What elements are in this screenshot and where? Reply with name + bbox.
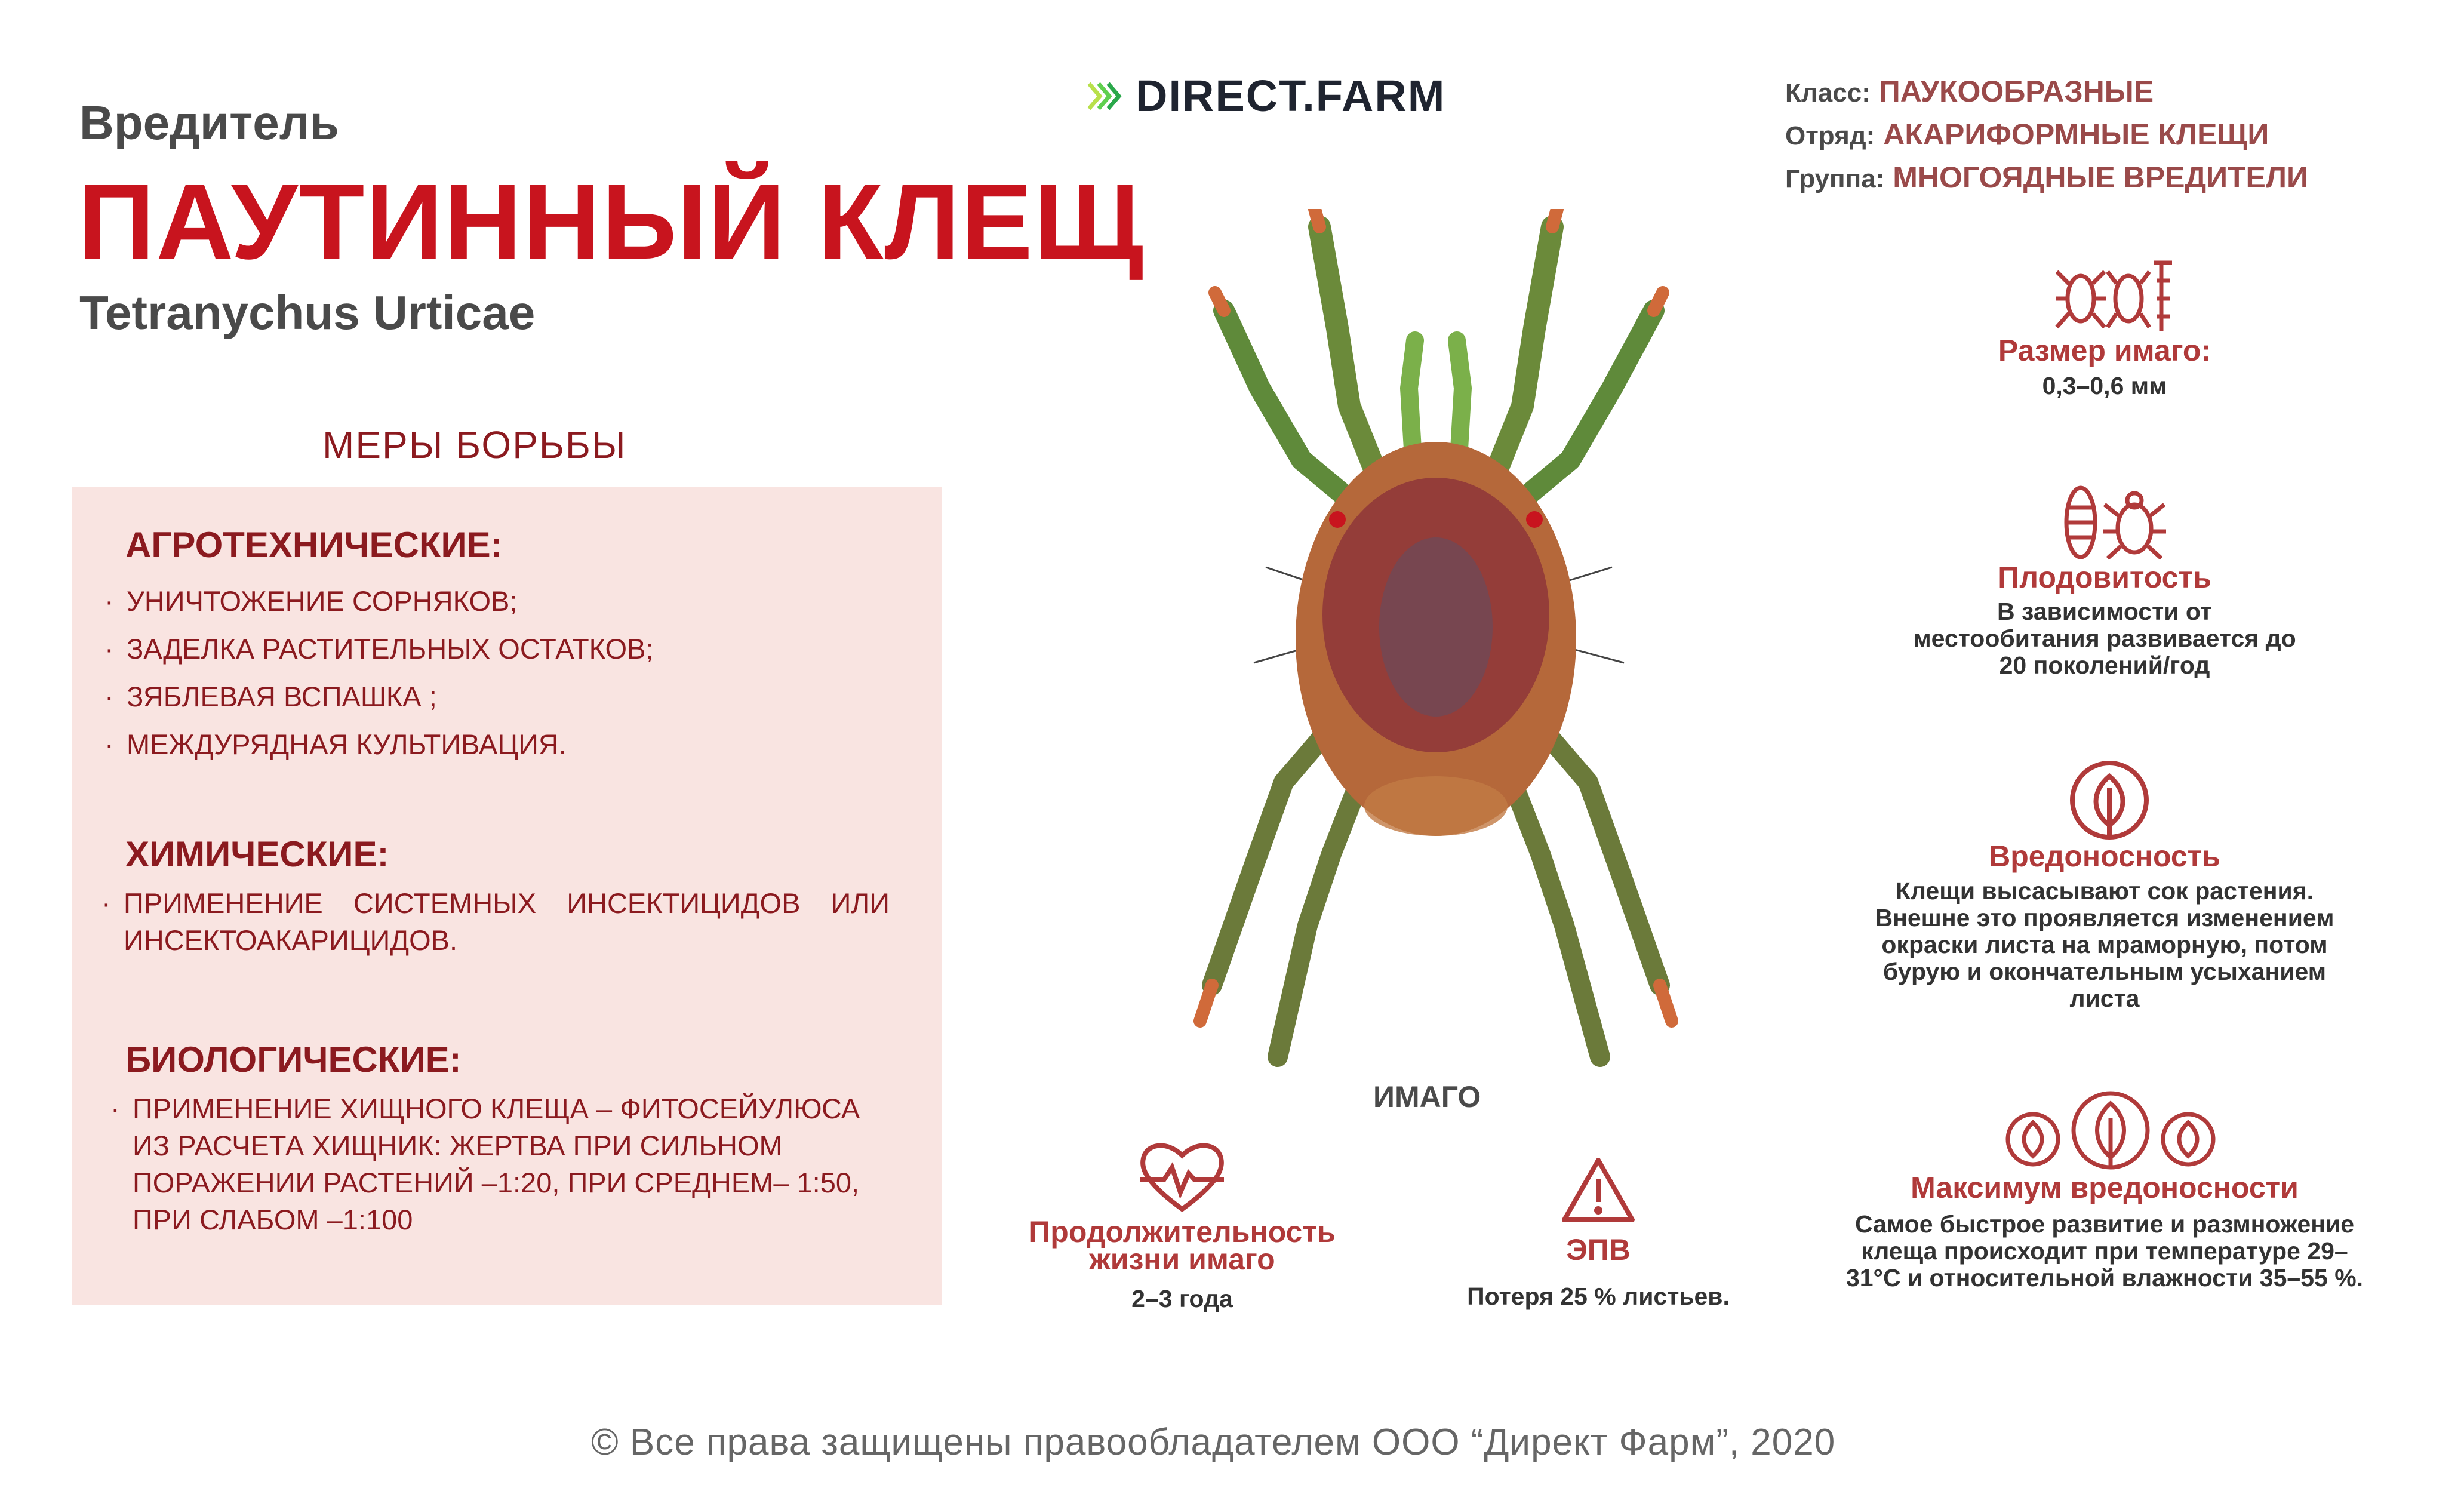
group-row (1785, 160, 2308, 195)
bullet: · (104, 728, 114, 760)
chevrons-icon (1087, 80, 1122, 112)
harm-text: Клещи высасывают сок растения. Внешне это проявляется изменением окраски листа на мраморную, потом бурую и окончательным усыханием листа (1875, 877, 2334, 1012)
copyright-footer (591, 1421, 1835, 1464)
agro-item-text: ЗАДЕЛКА РАСТИТЕЛЬНЫХ ОСТАТКОВ; (127, 633, 654, 665)
bullet: · (110, 1093, 120, 1124)
larva-mite-icon (2054, 484, 2173, 561)
bio-item (110, 1090, 905, 1238)
warning-icon (1559, 1155, 1637, 1224)
fertility-text: В зависимости от местообитания развивается до 20 поколений/год (1913, 598, 2296, 679)
mite-size-icon (2054, 257, 2173, 334)
bullet: · (104, 681, 114, 712)
class-row (1785, 74, 2154, 109)
three-leaves-icon (2003, 1086, 2218, 1175)
bullet: · (101, 887, 111, 919)
logo-text: DIRECT.FARM (1136, 71, 1446, 121)
class-value: ПАУКООБРАЗНЫЕ (1878, 75, 2154, 108)
epv-text: Потеря 25 % листьев. (1467, 1283, 1730, 1310)
leaf-circle-icon (2068, 758, 2151, 842)
bio-item-text: ПРИМЕНЕНИЕ ХИЩНОГО КЛЕЩА – ФИТОСЕЙУЛЮСА ИЗ РАСЧЕТА ХИЩНИК: ЖЕРТВА ПРИ СИЛЬНОМ ПОРАЖЕНИИ РАСТЕНИЙ –1:20, ПРИ СРЕДНЕМ– 1:50, ПРИ СЛАБОМ –1:100 (133, 1093, 860, 1235)
harm-title: Вредоносность (1989, 840, 2220, 873)
fertility-title: Плодовитость (1998, 561, 2211, 594)
page-title: ПАУТИННЫЙ КЛЕЩ (78, 162, 1145, 282)
size-title: Размер имаго: (1998, 334, 2211, 367)
agro-item (104, 583, 910, 620)
class-key: Класс: (1785, 78, 1871, 107)
pest-kicker: Вредитель (79, 96, 339, 149)
size-text: 0,3–0,6 мм (2042, 372, 2167, 399)
heart-pulse-icon (1137, 1137, 1227, 1215)
max-harm-text: Самое быстрое развитие и размножение клеща происходит при температуре 29–31°С и относительной влажности 35–55 %. (1845, 1210, 2364, 1292)
bullet: · (104, 585, 114, 617)
chem-heading: ХИМИЧЕСКИЕ: (125, 834, 389, 874)
chem-item (101, 885, 890, 959)
latin-name: Tetranychus Urticae (79, 286, 536, 339)
agro-item-text: ЗЯБЛЕВАЯ ВСПАШКА ; (127, 681, 437, 712)
epv-title: ЭПВ (1566, 1233, 1631, 1266)
agro-item (104, 631, 910, 668)
mite-illustration (1158, 209, 1714, 1084)
agro-heading: АГРОТЕХНИЧЕСКИЕ: (125, 525, 503, 565)
agro-item-text: МЕЖДУРЯДНАЯ КУЛЬТИВАЦИЯ. (127, 728, 567, 760)
measures-heading: МЕРЫ БОРЬБЫ (322, 423, 627, 466)
illustration-caption: ИМАГО (1373, 1080, 1481, 1114)
bio-heading: БИОЛОГИЧЕСКИЕ: (125, 1040, 462, 1080)
order-key: Отряд: (1785, 121, 1875, 150)
lifespan-title: Продолжительность жизни имаго (1029, 1215, 1336, 1276)
direct-farm-logo[interactable] (1087, 70, 1445, 121)
agro-item-text: УНИЧТОЖЕНИЕ СОРНЯКОВ; (127, 585, 518, 617)
chem-item-text: ПРИМЕНЕНИЕ СИСТЕМНЫХ ИНСЕКТИЦИДОВ ИЛИ ИНСЕКТОАКАРИЦИДОВ. (124, 887, 890, 956)
lifespan-text: 2–3 года (1131, 1285, 1233, 1312)
bullet: · (104, 633, 114, 665)
order-row (1785, 117, 2269, 152)
copyright-text: Все права защищены правообладателем ООО “Директ Фарм”, 2020 (629, 1422, 1836, 1463)
group-value: МНОГОЯДНЫЕ ВРЕДИТЕЛИ (1893, 161, 2308, 194)
agro-item (104, 726, 910, 763)
order-value: АКАРИФОРМНЫЕ КЛЕЩИ (1883, 118, 2269, 151)
agro-item (104, 678, 910, 715)
group-key: Группа: (1785, 164, 1885, 193)
copyright-icon: © (591, 1422, 619, 1463)
max-harm-title: Максимум вредоносности (1911, 1171, 2299, 1204)
